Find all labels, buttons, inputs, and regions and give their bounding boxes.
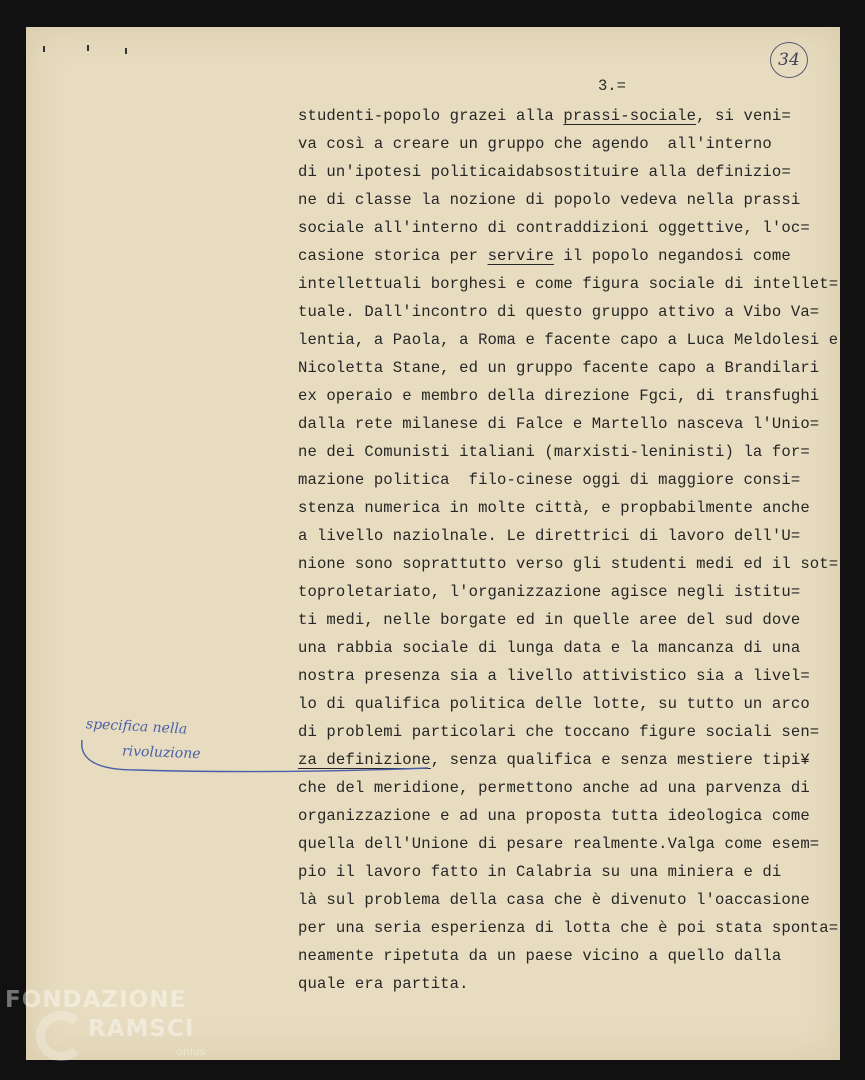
watermark-line1: FONDAZIONE: [5, 987, 187, 1013]
text-segment: ex operaio e membro della direzione Fgci, di transfughi: [298, 387, 820, 405]
punch-mark: [87, 45, 89, 51]
text-line: [298, 466, 843, 494]
punch-mark: [43, 46, 45, 52]
text-line: [298, 326, 843, 354]
text-segment: ti medi, nelle borgate ed in quelle aree del sud dove: [298, 611, 801, 629]
text-segment: dalla rete milanese di Falce e Martello nasceva l'Unio=: [298, 415, 820, 433]
text-line: [298, 886, 843, 914]
text-line: [298, 270, 843, 298]
text-line: [298, 158, 843, 186]
text-line: [298, 522, 843, 550]
text-line: [298, 438, 843, 466]
text-segment: di problemi particolari che toccano figure sociali sen=: [298, 723, 820, 741]
text-segment: organizzazione e ad una proposta tutta ideologica come: [298, 807, 810, 825]
text-segment: studenti-popolo grazei alla: [298, 107, 564, 125]
text-line: [298, 942, 843, 970]
text-segment: mazione politica filo-cinese oggi di maggiore consi=: [298, 471, 801, 489]
text-line: [298, 550, 843, 578]
text-segment: intellettuali borghesi e come figura sociale di intellet=: [298, 275, 839, 293]
punch-mark: [125, 48, 127, 54]
watermark-line2: RAMSCI: [88, 1016, 195, 1042]
typewritten-body: [298, 102, 843, 998]
text-segment: , si veni=: [696, 107, 791, 125]
text-segment: che del meridione, permettono anche ad una parvenza di: [298, 779, 810, 797]
text-line: [298, 830, 843, 858]
text-segment: , senza qualifica e senza mestiere tipi¥: [430, 751, 810, 769]
text-segment: lo di qualifica politica delle lotte, su tutto un arco: [298, 695, 810, 713]
text-line: [298, 354, 843, 382]
text-line: [298, 578, 843, 606]
text-segment: quella dell'Unione di pesare realmente.Valga come esem=: [298, 835, 820, 853]
text-segment: ne di classe la nozione di popolo vedeva nella prassi: [298, 191, 801, 209]
watermark-line3: onlus: [176, 1045, 206, 1058]
text-segment: là sul problema della casa che è divenuto l'oaccasione: [298, 891, 810, 909]
text-line: [298, 382, 843, 410]
text-line: [298, 662, 843, 690]
text-segment: nostra presenza sia a livello attivistico sia a livel=: [298, 667, 810, 685]
text-line: [298, 242, 843, 270]
text-segment: a livello naziolnale. Le direttrici di lavoro dell'U=: [298, 527, 801, 545]
page-number: 3.=: [598, 77, 626, 95]
text-line: [298, 214, 843, 242]
text-line: [298, 102, 843, 130]
margin-note-line: specifica nella: [85, 716, 188, 738]
text-line: [298, 802, 843, 830]
watermark-logo: [0, 983, 230, 1080]
text-segment: casione storica per: [298, 247, 488, 265]
text-segment: ne dei Comunisti italiani (marxisti-leninisti) la for=: [298, 443, 810, 461]
text-line: [298, 690, 843, 718]
text-segment: il popolo negandosi come: [553, 247, 791, 265]
page-stamp: 34: [770, 42, 808, 78]
underlined-phrase: prassi-sociale: [563, 107, 697, 125]
text-line: [298, 858, 843, 886]
text-line: [298, 914, 843, 942]
text-segment: lentia, a Paola, a Roma e facente capo a Luca Meldolesi e: [298, 331, 839, 349]
text-line: [298, 298, 843, 326]
text-line: [298, 186, 843, 214]
text-segment: toproletariato, l'organizzazione agisce negli istitu=: [298, 583, 801, 601]
text-segment: per una seria esperienza di lotta che è poi stata sponta=: [298, 919, 839, 937]
text-segment: Nicoletta Stane, ed un gruppo facente capo a Brandilari: [298, 359, 820, 377]
text-line: [298, 494, 843, 522]
text-line: [298, 410, 843, 438]
text-segment: tuale. Dall'incontro di questo gruppo attivo a Vibo Va=: [298, 303, 820, 321]
text-segment: neamente ripetuta da un paese vicino a quello dalla: [298, 947, 782, 965]
watermark-g-icon: [36, 1011, 86, 1061]
text-line: [298, 606, 843, 634]
margin-note-line: rivoluzione: [121, 743, 201, 763]
text-segment: nione sono soprattutto verso gli studenti medi ed il sot=: [298, 555, 839, 573]
text-segment: quale era partita.: [298, 975, 469, 993]
handwritten-margin-note: [82, 711, 222, 763]
text-segment: di un'ipotesi politicaidabsostituire alla definizio=: [298, 163, 791, 181]
text-line: [298, 130, 843, 158]
text-line: [298, 634, 843, 662]
text-segment: una rabbia sociale di lunga data e la mancanza di una: [298, 639, 801, 657]
text-line: [298, 970, 843, 998]
text-segment: va così a creare un gruppo che agendo all'interno: [298, 135, 772, 153]
text-segment: pio il lavoro fatto in Calabria su una miniera e di: [298, 863, 782, 881]
text-segment: sociale all'interno di contraddizioni oggettive, l'oc=: [298, 219, 810, 237]
underlined-phrase: servire: [487, 247, 554, 265]
text-segment: stenza numerica in molte città, e propbabilmente anche: [298, 499, 810, 517]
underlined-phrase: za definizione: [298, 751, 431, 769]
